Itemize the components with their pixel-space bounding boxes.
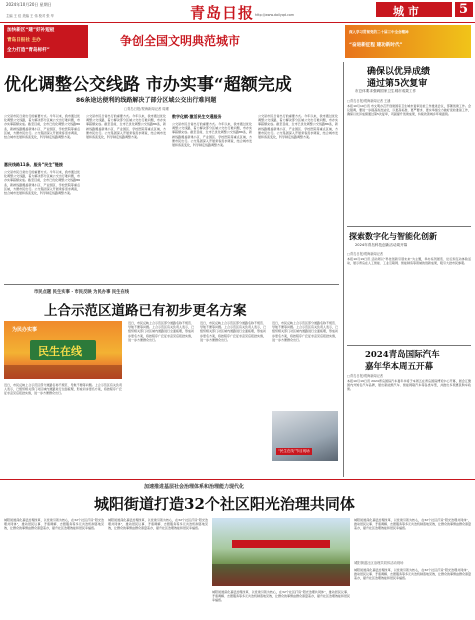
section-tag: [376, 2, 452, 17]
right-story-3-body: 本报10月19日讯 2024青岛国际汽车嘉年华将于本周五在青岛国际博览中心开幕，展会汇聚国内外知名汽车品牌，展出新能源汽车、智能网联汽车等各类车型，并推出多项惠民购车政策。: [347, 379, 471, 392]
lead-bottom-divider: [4, 284, 339, 285]
mid-inset-caption: “民生在线”节目现场: [278, 449, 310, 453]
right-story-2-title: 探索数字化与智能化创新: [349, 231, 437, 241]
right-divider-1: [347, 226, 471, 227]
right-story-2-subtitle: 2024年青岛科技创新活动周开幕: [355, 243, 408, 247]
mid-title: 上合示范区道路已有初步更名方案: [44, 303, 247, 319]
bottom-col-2: 城阳街道深化基层治理改革，以党建引领为核心，在32个社区打造“阳光治理共同体”，推动居民议事、矛盾调解、志愿服务等多元共治机制落地见效，让群众的事情由群众商量着办，提升社区治理效能和居民幸福感。: [108, 518, 208, 531]
page-number: [455, 2, 473, 17]
mid-photo-badge: [30, 340, 96, 360]
mid-col-2: 近日，市民反映上合示范区部分道路名称不规范、导航不便等问题。上合示范区有关负责人表示，已组织相关部门对区域内道路进行全面梳理，形成初步更名方案，将按程序广泛征求意见后报批实施，进一步方便群众出行。: [128, 321, 194, 342]
right-story-3-title-1: 2024青岛国际汽车: [365, 350, 440, 360]
banner-right-line1: 深入学习贯彻党的二十届三中全会精神: [349, 30, 409, 34]
mid-col-4: 近日，市民反映上合示范区部分道路名称不规范、导航不便等问题。上合示范区有关负责人表示，已组织相关部门对区域内道路进行全面梳理，形成初步更名方案，将按程序广泛征求意见后报批实施，进一步方便群众出行。: [272, 321, 338, 342]
lead-col-1b: 公交是市民日常出行的重要方式。今年以来，我市通过优化调整公交线路，着力解决部分区域公交出行难问题，市办实事超额完成。截至目前，全市已优化调整公交线路86条，新辟线路覆盖新建小区、产业园区、学校医院等重点区域，方便市民出行。公交集团深入开展乘客需求调查，结合城市发展和客流变化，科学制定线路调整方案。: [4, 170, 80, 196]
section-title: 城 市: [393, 5, 419, 18]
mid-story: [4, 287, 339, 477]
mid-kicker: 市民点题 民生实事 · 市民反映 为民办事 民生在线: [34, 290, 130, 295]
bottom-photo-banner: [232, 540, 330, 548]
bottom-kicker: 加速推进基层社会治理体系和治理能力现代化: [144, 484, 245, 490]
bottom-col-1: 城阳街道深化基层治理改革，以党建引领为核心，在32个社区打造“阳光治理共同体”，推动居民议事、矛盾调解、志愿服务等多元共治机制落地见效，让群众的事情由群众商量着办，提升社区治理效能和居民幸福感。: [4, 518, 104, 531]
banner-sub1: 青岛日报社 主办: [7, 38, 41, 43]
column-divider: [343, 62, 344, 477]
right-story-1: [347, 62, 471, 222]
bottom-col-4: 城阳街道深化基层治理改革，以党建引领为核心，在32个社区打造“阳光治理共同体”，推动居民议事、矛盾调解、志愿服务等多元共治机制落地见效，让群众的事情由群众商量着办，提升社区治理效能和居民幸福感。: [354, 518, 471, 531]
right-story-3-byline: □青岛日报/观海新闻记者: [347, 374, 383, 378]
banner-top-text: 加快新区“建”好补短板: [7, 28, 55, 33]
bottom-title: 城阳街道打造32个社区阳光治理共同体: [94, 495, 355, 513]
right-story-3-title-2: 嘉年华本周五开幕: [365, 362, 434, 372]
lead-col-3: 公交是市民日常出行的重要方式。今年以来，我市通过优化调整公交线路，着力解决部分区域公交出行难问题，市办实事超额完成。截至目前，全市已优化调整公交线路86条，新辟线路覆盖新建小区、产业园区、学校医院等重点区域，方便市民出行。公交集团深入开展乘客需求调查，结合城市发展和客流变化，科学制定线路调整方案。: [172, 122, 252, 148]
right-story-3: [347, 348, 471, 476]
masthead-editor-line: 主编 王 佳 美编 王 伟 校对 张 华: [6, 14, 54, 18]
masthead: [0, 0, 475, 22]
right-story-2-byline: □青岛日报/观海新闻记者: [347, 252, 383, 256]
lead-subhead-2: 数字化赋·激活民生交通服务: [172, 114, 222, 119]
masthead-logo: 青岛日报: [190, 4, 255, 22]
masthead-website: http://www.dailyqd.com: [255, 13, 295, 17]
bottom-photo-crowd: [212, 564, 350, 586]
lead-byline: □青岛日报/观海新闻记者 周瑾: [124, 107, 169, 111]
lead-col-1: 公交是市民日常出行的重要方式。今年以来，我市通过优化调整公交线路，着力解决部分区域公交出行难问题，市办实事超额完成。截至目前，全市已优化调整公交线路86条，新辟线路覆盖新建小区、产业园区、学校医院等重点区域，方便市民出行。公交集团深入开展乘客需求调查，结合城市发展和客流变化，科学制定线路调整方案。: [4, 114, 80, 140]
banner-right: [345, 25, 471, 58]
bottom-col-5: 城阳街道深化基层治理改革，以党建引领为核心，在32个社区打造“阳光治理共同体”，推动居民议事、矛盾调解、志愿服务等多元共治机制落地见效，让群众的事情由群众商量着办，提升社区治理效能和居民幸福感。: [354, 568, 471, 581]
banner-sub2: 全力打造“青岛标杆”: [7, 48, 50, 53]
mid-photo-slogan: 为民办实事: [12, 327, 38, 333]
bottom-col-3: 城阳街道深化基层治理改革，以党建引领为核心，在32个社区打造“阳光治理共同体”，推动居民议事、矛盾调解、志愿服务等多元共治机制落地见效，让群众的事情由群众商量着办，提升社区治理效能和居民幸福感。: [212, 590, 350, 603]
right-story-2-body: 本报10月19日讯 活动周以“科技创新引领未来”为主题，举办系列展览、论坛和互动体验活动，展示青岛在人工智能、工业互联网、智能制造等领域的创新成果，吸引大批市民参观。: [347, 257, 471, 266]
lead-col-4: 公交是市民日常出行的重要方式。今年以来，我市通过优化调整公交线路，着力解决部分区域公交出行难问题，市办实事超额完成。截至目前，全市已优化调整公交线路86条，新辟线路覆盖新建小区、产业园区、学校医院等重点区域，方便市民出行。公交集团深入开展乘客需求调查，结合城市发展和客流变化，科学制定线路调整方案。: [258, 114, 338, 140]
mid-inset-photo: [272, 411, 338, 461]
mid-photo: [4, 321, 122, 379]
lead-subtitle: 86条途达便利的线路解决了部分区域公交出行难问题: [76, 97, 217, 104]
banner-right-line2: “奋进新征程 建功新时代”: [349, 43, 403, 48]
banner-slogan: 争创全国文明典范城市: [120, 34, 241, 48]
right-story-1-body: 本报10月19日讯 市文明办召开创建国家卫生城市复审迎检工作推进会议，部署创建工作。会议强调，要进一步提高政治站位，以更高标准、更严要求、更实举措全力做好迎检准备工作，确保以优异成绩通过第5次复审，巩固提升创建成果，持续改善城乡环境面貌。: [347, 104, 471, 117]
bottom-story: [4, 482, 471, 618]
masthead-date: 2024年10月20日 星期日: [6, 2, 52, 7]
lead-subhead: 惠民线路11条、服务“民生”链接: [4, 162, 63, 167]
bottom-section-divider: [0, 479, 475, 480]
mid-photo-badge-text: 民生在线: [38, 345, 82, 358]
bottom-photo: [212, 518, 350, 586]
lead-title: 优化调整公交线路 市办实事“超额完成: [4, 75, 292, 95]
mid-photo-audience: [4, 365, 122, 379]
banner-left-block: [4, 25, 88, 58]
right-divider-2: [347, 345, 471, 346]
lead-story: [4, 62, 339, 282]
top-banner: [0, 24, 475, 60]
page-number-text: 5: [459, 2, 469, 17]
mid-col-3: 近日，市民反映上合示范区部分道路名称不规范、导航不便等问题。上合示范区有关负责人表示，已组织相关部门对区域内道路进行全面梳理，形成初步更名方案，将按程序广泛征求意见后报批实施，进一步方便群众出行。: [200, 321, 266, 342]
lead-col-2: 公交是市民日常出行的重要方式。今年以来，我市通过优化调整公交线路，着力解决部分区域公交出行难问题，市办实事超额完成。截至目前，全市已优化调整公交线路86条，新辟线路覆盖新建小区、产业园区、学校医院等重点区域，方便市民出行。公交集团深入开展乘客需求调查，结合城市发展和客流变化，科学制定线路调整方案。: [86, 114, 166, 140]
masthead-divider: [0, 22, 475, 23]
right-story-1-title-1: 确保以优异成绩: [367, 67, 431, 77]
mid-col-1: 近日，市民反映上合示范区部分道路名称不规范、导航不便等问题。上合示范区有关负责人表示，已组织相关部门对区域内道路进行全面梳理，形成初步更名方案，将按程序广泛征求意见后报批实施，进一步方便群众出行。: [4, 383, 122, 396]
right-story-1-byline: □青岛日报/观海新闻记者 王涵: [347, 99, 391, 103]
right-story-1-title-2: 通过第5次复审: [367, 79, 428, 89]
bottom-photo-caption: 城阳街道社区治理共同体活动现场: [354, 561, 404, 565]
right-story-1-subtitle: 市总体要求强调国家卫生城市成果工作: [355, 89, 417, 93]
right-story-2: [347, 229, 471, 344]
